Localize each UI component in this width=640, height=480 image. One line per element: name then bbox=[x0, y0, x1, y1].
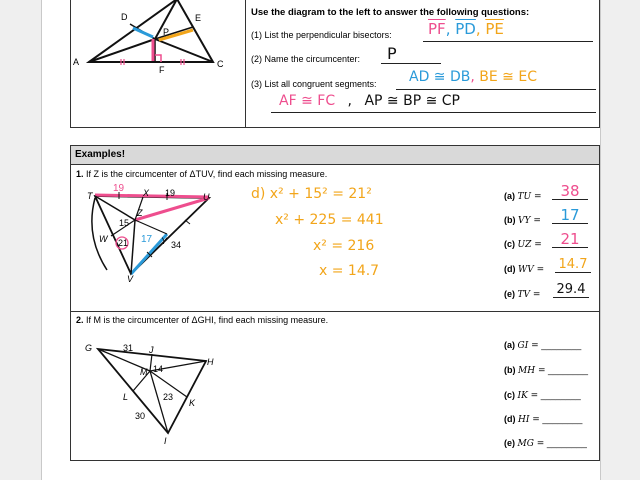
ex2-diagram bbox=[86, 341, 221, 441]
q3-label: (3) List all congruent segments: bbox=[251, 79, 377, 89]
ex2-num-14: 14 bbox=[153, 364, 164, 374]
ex2-label-j: J bbox=[149, 345, 154, 355]
examples-header: Examples! bbox=[71, 146, 599, 165]
ex2-num-23: 23 bbox=[163, 392, 174, 402]
q3-row2-pink: AF ≅ FC bbox=[279, 93, 336, 109]
ex1-label-y: Y bbox=[161, 236, 168, 246]
q1-answer-pe: $\overline{PE}$ bbox=[485, 20, 504, 38]
ex1-work-line2: x² + 225 = 441 bbox=[275, 212, 384, 228]
ex1-work-line4: x = 14.7 bbox=[319, 263, 380, 279]
ex2-q-b: (b) MH = ________ bbox=[504, 365, 589, 376]
ex1-text: If Z is the circumcenter of ΔTUV, find each missing measure. bbox=[86, 169, 328, 179]
ex2-label-h: H bbox=[207, 357, 214, 367]
ex2-blank-e[interactable]: ________ bbox=[546, 438, 587, 448]
ex1-q-b: (b) VY = bbox=[504, 215, 541, 226]
ex1-label-w: W bbox=[99, 234, 108, 244]
ex2-text: If M is the circumcenter of ΔGHI, find each missing measure. bbox=[86, 315, 329, 325]
label-f: F bbox=[159, 65, 165, 75]
ex2-blank-d[interactable]: ________ bbox=[542, 414, 583, 424]
ex1-answer-a: 38 bbox=[552, 184, 588, 200]
ex1-label-u: U bbox=[203, 192, 210, 202]
label-a: A bbox=[73, 57, 80, 67]
right-angle-f bbox=[155, 55, 161, 62]
segment-ap bbox=[89, 39, 155, 62]
q1-answer: $\overline{PF}$, $\overline{PD}$, $\overline{PE}$ bbox=[428, 20, 504, 38]
ex2-mj bbox=[150, 354, 152, 371]
ex2-q-a: (a) GI = ________ bbox=[504, 340, 582, 351]
q3-answer-line-1 bbox=[396, 89, 596, 90]
q3-row2-black: AP ≅ BP ≅ CP bbox=[364, 93, 460, 109]
ex2-label-m: M bbox=[140, 367, 148, 377]
ex1-num-17: 17 bbox=[141, 234, 153, 245]
ex1-answer-e: 29.4 bbox=[553, 282, 589, 298]
ex1-num-19b: 19 bbox=[165, 188, 176, 198]
triangle-outline bbox=[89, 0, 213, 62]
ex1-q-c: (c) UZ = bbox=[504, 239, 542, 250]
label-e: E bbox=[195, 13, 202, 23]
label-c: C bbox=[217, 59, 224, 69]
ex2-q-d: (d) HI = ________ bbox=[504, 414, 583, 425]
q2-answer-line bbox=[381, 63, 441, 64]
ex1-answer-b: 17 bbox=[552, 208, 588, 224]
ex1-q-d: (d) WV = bbox=[504, 264, 545, 275]
q3-row2 bbox=[279, 93, 460, 109]
ex1-num-21: 21 bbox=[118, 238, 129, 248]
label-d: D bbox=[121, 12, 128, 22]
ex2-label-g: G bbox=[85, 343, 93, 353]
ex1-num-15: 15 bbox=[119, 218, 130, 228]
ex1-answer-d: 14.7 bbox=[555, 257, 591, 273]
ex2-blank-a[interactable]: ________ bbox=[541, 340, 582, 350]
ex1-answer-c: 21 bbox=[552, 232, 588, 248]
ex2-prompt bbox=[76, 315, 328, 325]
ex2-q-c: (c) IK = ________ bbox=[504, 390, 581, 401]
q3-row1-blue: AD ≅ DB bbox=[409, 69, 471, 85]
q1-label: (1) List the perpendicular bisectors: bbox=[251, 30, 392, 40]
ex2-num-30: 30 bbox=[135, 411, 146, 421]
q3-row1: AD ≅ DB, BE ≅ EC bbox=[409, 69, 537, 85]
ex1-label-z: Z bbox=[137, 208, 143, 218]
label-p: P bbox=[163, 27, 170, 37]
examples-box bbox=[70, 145, 600, 461]
ex2-blank-c[interactable]: ________ bbox=[540, 390, 581, 400]
q1-answer-line bbox=[423, 41, 593, 42]
ex2-triangle bbox=[98, 349, 206, 433]
top-divider bbox=[245, 0, 246, 127]
ex1-label-t: T bbox=[87, 191, 93, 201]
ex1-num-19a: 19 bbox=[113, 183, 125, 194]
segment-cp bbox=[155, 39, 213, 62]
q3-row1-orange: BE ≅ EC bbox=[479, 69, 537, 85]
ex1-zv bbox=[131, 220, 135, 274]
ex1-q-a: (a) TU = bbox=[504, 191, 542, 202]
q2-answer: P bbox=[387, 44, 397, 63]
ex2-label-l: L bbox=[123, 392, 129, 402]
ex2-q-e: (e) MG = ________ bbox=[504, 438, 587, 449]
q3-row2-sep: , bbox=[347, 93, 352, 109]
q1-answer-pf: $\overline{PF}$ bbox=[428, 20, 446, 38]
ex2-mi bbox=[150, 371, 168, 433]
ex1-pink-side bbox=[95, 195, 209, 197]
q3-answer-line-2 bbox=[271, 112, 596, 113]
ex2-num-31: 31 bbox=[123, 343, 134, 353]
top-question-box bbox=[70, 0, 600, 128]
ex1-work-line3: x² = 216 bbox=[313, 238, 375, 254]
ex1-work-line1: d) x² + 15² = 21² bbox=[251, 186, 372, 202]
ex2-num: 2. bbox=[76, 315, 84, 325]
ex1-num-34: 34 bbox=[171, 240, 182, 250]
top-instructions: Use the diagram to the left to answer the following questions: bbox=[251, 7, 530, 18]
ex1-label-v: V bbox=[127, 274, 134, 284]
ex-divider bbox=[71, 311, 599, 312]
ex1-prompt bbox=[76, 169, 327, 179]
ex1-num: 1. bbox=[76, 169, 84, 179]
ex2-label-k: K bbox=[189, 398, 196, 408]
q2-label: (2) Name the circumcenter: bbox=[251, 54, 361, 64]
q1-answer-pd: $\overline{PD}$ bbox=[455, 20, 476, 38]
ex1-zy bbox=[135, 220, 167, 234]
ex1-label-x: X bbox=[143, 188, 150, 198]
highlight-blue bbox=[133, 28, 153, 37]
ex2-label-i: I bbox=[164, 436, 167, 446]
worksheet-page bbox=[41, 0, 601, 480]
ex2-blank-b[interactable]: ________ bbox=[548, 365, 589, 375]
ex1-q-e: (e) TV = bbox=[504, 289, 541, 300]
